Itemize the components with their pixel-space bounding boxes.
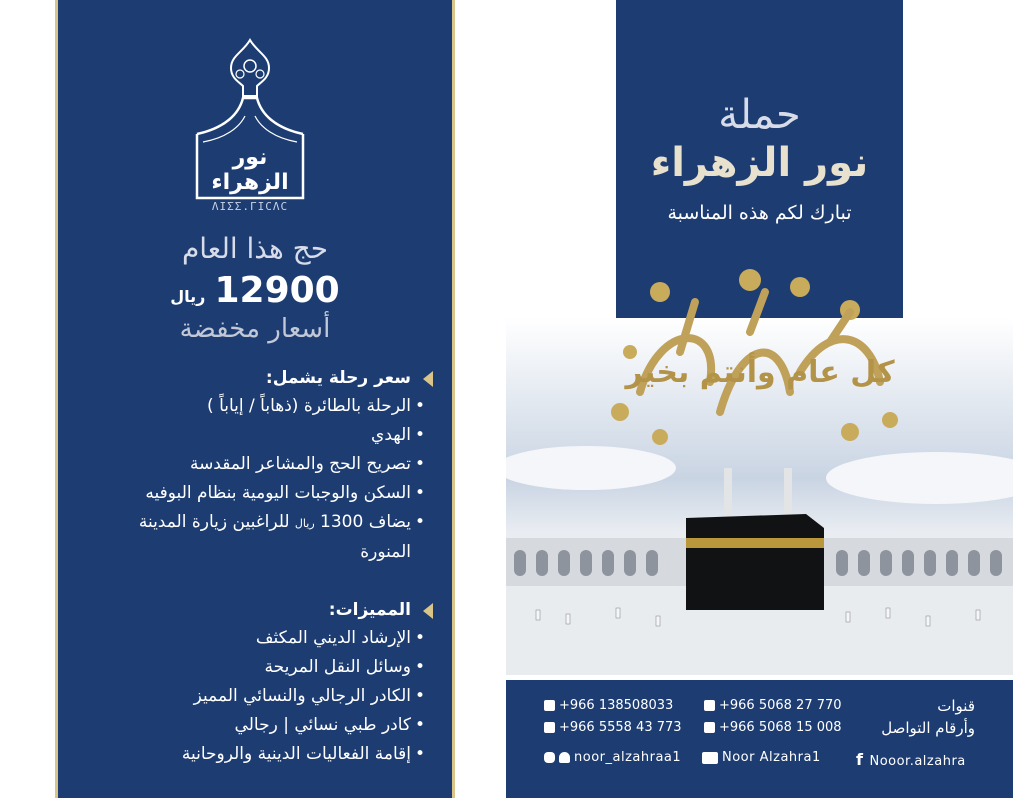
youtube-link[interactable] [702,750,821,765]
channels-title-line2: وأرقام التواصل [881,719,975,737]
phone-number: +966 5068 15 008 [719,720,842,735]
phone-icon [704,722,715,733]
feature-item: • وسائل النقل المريحة [93,653,433,682]
gold-border-right [452,0,455,798]
phone-item [704,698,842,713]
extra-currency: ريال [294,517,315,530]
snapchat-instagram-link[interactable] [544,750,681,765]
extra-suffix: للراغبين زيارة المدينة المنورة [138,512,411,562]
includes-heading [93,364,433,392]
greeting-text: تبارك لكم هذه المناسبة [667,202,852,224]
instagram-icon [544,752,555,763]
arrow-icon [423,371,433,387]
includes-item: • تصريح الحج والمشاعر المقدسة [93,450,433,479]
youtube-handle: Noor Alzahra1 [722,750,821,765]
facebook-icon: f [856,750,864,769]
phone-item [704,720,842,735]
calligraphy-text: كل عام وأنتم بخير [625,355,895,390]
price-currency: ريال [170,287,206,306]
snapchat-icon [559,752,570,763]
includes-heading-text: سعر رحلة يشمل: [265,368,411,388]
phone-number: +966 5558 43 773 [559,720,682,735]
feature-item: • كادر طبي نسائي | رجالي [93,711,433,740]
phone-item [544,698,673,713]
features-heading [93,596,433,624]
contact-bar [506,680,1013,798]
facebook-link[interactable] [856,750,966,769]
includes-item: • الرحلة بالطائرة (ذهاباً / إياباً ) [93,392,433,421]
phone-icon [544,700,555,711]
eid-calligraphy [600,262,920,452]
campaign-name: نور الزهراء [650,140,869,186]
logo-calligraphy: نور الزهراء [211,145,289,195]
discount-label: أسعار مخفضة [179,314,331,344]
extra-amount: 1300 [320,512,364,532]
logo-motto: ΛIΣΣ.ΓΙCΛC [211,200,289,213]
features-section [93,596,433,769]
phone-number: +966 138508033 [559,698,674,713]
phone-item [544,720,682,735]
facebook-handle: Nooor.alzahra [869,754,966,769]
phone-number: +966 5068 27 770 [719,698,842,713]
feature-item: • إقامة الفعاليات الدينية والروحانية [93,740,433,769]
phone-icon [704,700,715,711]
includes-item: • الهدي [93,421,433,450]
gold-border-left [55,0,58,798]
includes-item-extra [93,508,433,567]
extra-prefix: يضاف [368,512,411,532]
feature-item: • الكادر الرجالي والنسائي المميز [93,682,433,711]
features-heading-text: المميزات: [328,600,411,620]
hajj-title: حج هذا العام [181,232,329,265]
phone-icon [544,722,555,733]
campaign-word: حملة [718,92,801,138]
feature-item: • الإرشاد الديني المكثف [93,624,433,653]
channels-title [881,695,975,739]
channels-title-line1: قنوات [937,697,975,715]
includes-section [93,364,433,567]
arrow-icon [423,603,433,619]
youtube-icon [702,752,718,764]
price-row [55,270,455,311]
left-panel [55,0,455,798]
includes-item: • السكن والوجبات اليومية بنظام البوفيه [93,479,433,508]
price-amount: 12900 [214,270,340,311]
snapchat-handle: noor_alzahraa1 [574,750,682,765]
